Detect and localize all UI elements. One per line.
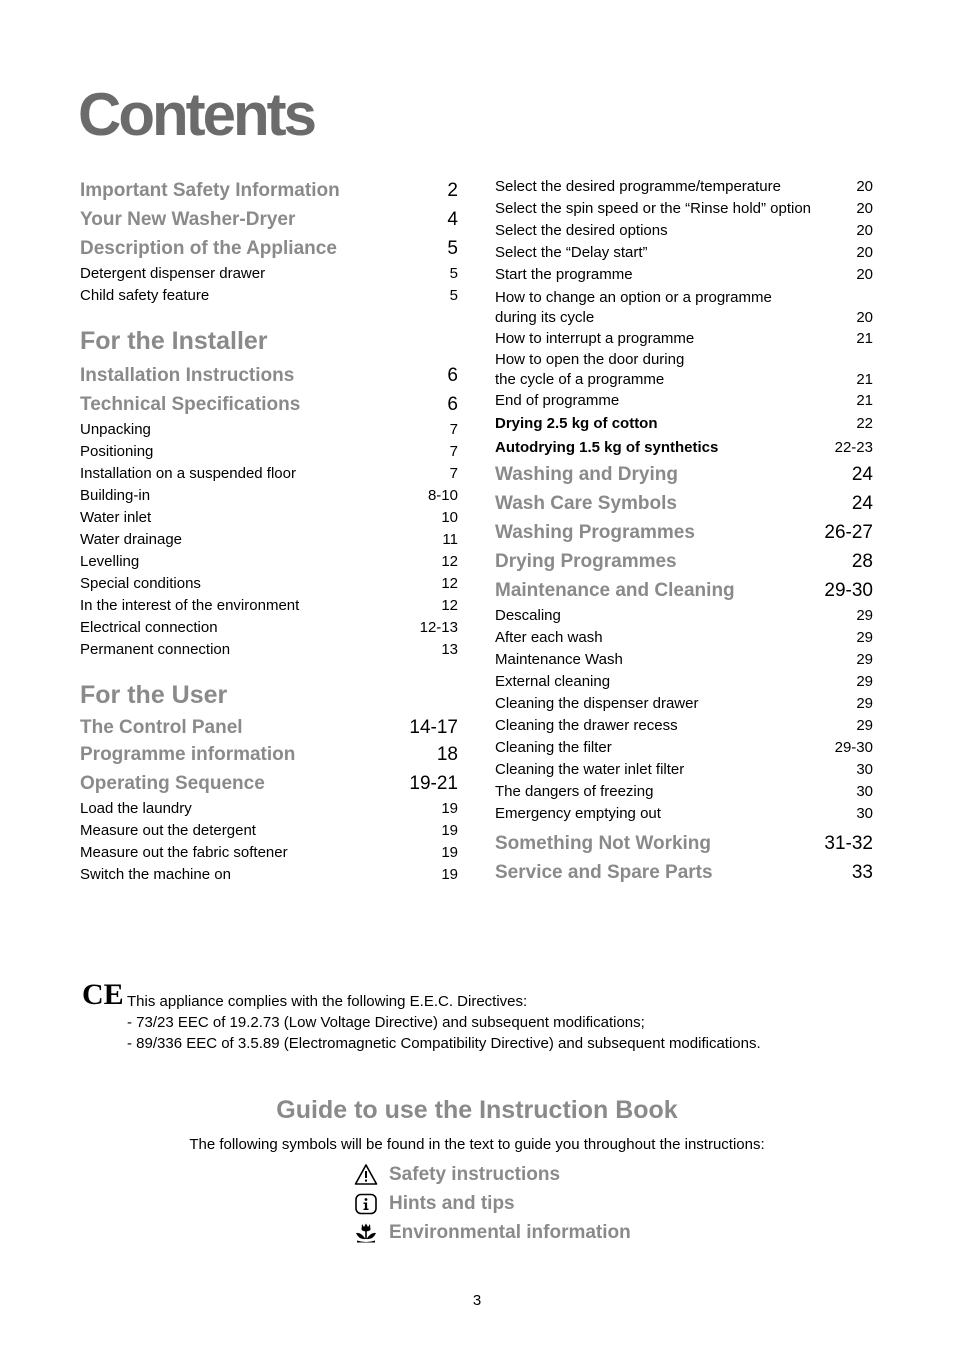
info-icon <box>354 1192 378 1216</box>
toc-entry[interactable]: Load the laundry 19 <box>80 800 458 817</box>
toc-entry[interactable]: Select the spin speed or the “Rinse hold” option 20 <box>495 200 873 217</box>
toc-entry[interactable]: How to open the door during the cycle of a programme 21 <box>495 351 873 388</box>
toc-entry[interactable]: Levelling 12 <box>80 553 458 570</box>
toc-heading[interactable]: Installation Instructions 6 <box>80 365 458 386</box>
toc-entry[interactable]: Measure out the fabric softener 19 <box>80 844 458 861</box>
toc-heading[interactable]: Your New Washer-Dryer 4 <box>80 209 458 230</box>
toc-entry[interactable]: Measure out the detergent 19 <box>80 822 458 839</box>
toc-entry[interactable]: Cleaning the filter 29-30 <box>495 739 873 756</box>
toc-entry[interactable]: How to change an option or a programme during its cycle 20 <box>495 289 873 326</box>
toc-entry[interactable]: Cleaning the water inlet filter 30 <box>495 761 873 778</box>
toc-bold-entry[interactable]: Drying 2.5 kg of cotton 22 <box>495 415 873 432</box>
warning-triangle-icon <box>354 1163 378 1187</box>
toc-entry[interactable]: After each wash 29 <box>495 629 873 646</box>
toc-entry[interactable]: Switch the machine on 19 <box>80 866 458 883</box>
toc-entry[interactable]: Cleaning the dispenser drawer 29 <box>495 695 873 712</box>
toc-entry[interactable]: How to interrupt a programme 21 <box>495 330 873 347</box>
toc-heading[interactable]: Operating Sequence 19-21 <box>80 773 458 794</box>
symbol-legend <box>354 1160 631 1247</box>
toc-entry[interactable]: In the interest of the environment 12 <box>80 597 458 614</box>
ce-directives: This appliance complies with the following E.E.C. Directives: - 73/23 EEC of 19.2.73 (Low Voltage Directive) and subsequent modifications; - 89/336 EEC of 3.5.89 (Electromagnetic Compatibility Directive) and subsequent modifications. <box>127 993 761 1052</box>
toc-heading[interactable]: Drying Programmes 28 <box>495 551 873 572</box>
toc-heading[interactable]: Description of the Appliance 5 <box>80 238 458 259</box>
toc-bold-entry[interactable]: Autodrying 1.5 kg of synthetics 22-23 <box>495 439 873 456</box>
toc-entry[interactable]: Installation on a suspended floor 7 <box>80 465 458 482</box>
toc-entry[interactable]: Unpacking 7 <box>80 421 458 438</box>
toc-entry[interactable]: Maintenance Wash 29 <box>495 651 873 668</box>
toc-entry[interactable]: The dangers of freezing 30 <box>495 783 873 800</box>
toc-entry[interactable]: Permanent connection 13 <box>80 641 458 658</box>
section-title-user: For the User <box>80 681 228 709</box>
toc-heading[interactable]: Washing and Drying 24 <box>495 464 873 485</box>
toc-entry[interactable]: Positioning 7 <box>80 443 458 460</box>
toc-entry[interactable]: End of programme 21 <box>495 392 873 409</box>
ce-mark-icon: CE <box>82 978 124 1011</box>
toc-entry[interactable]: External cleaning 29 <box>495 673 873 690</box>
toc-entry[interactable]: Detergent dispenser drawer 5 <box>80 265 458 282</box>
toc-heading[interactable]: The Control Panel 14-17 <box>80 717 458 738</box>
page-title: Contents <box>78 81 314 148</box>
legend-item-hints: Hints and tips <box>354 1189 631 1218</box>
toc-entry[interactable]: Electrical connection 12-13 <box>80 619 458 636</box>
toc-heading[interactable]: Technical Specifications 6 <box>80 394 458 415</box>
toc-entry[interactable]: Select the desired options 20 <box>495 222 873 239</box>
flower-icon <box>354 1221 378 1245</box>
toc-entry[interactable]: Special conditions 12 <box>80 575 458 592</box>
toc-heading[interactable]: Programme information 18 <box>80 744 458 765</box>
contents-right-column <box>495 176 873 887</box>
contents-left-column <box>80 176 458 886</box>
toc-entry[interactable]: Select the desired programme/temperature 20 <box>495 178 873 195</box>
legend-item-safety: Safety instructions <box>354 1160 631 1189</box>
toc-entry[interactable]: Start the programme 20 <box>495 266 873 283</box>
toc-entry[interactable]: Building-in 8-10 <box>80 487 458 504</box>
guide-subtitle: The following symbols will be found in the text to guide you throughout the instructions: <box>189 1136 765 1153</box>
toc-entry[interactable]: Emergency emptying out 30 <box>495 805 873 822</box>
toc-entry[interactable]: Cleaning the drawer recess 29 <box>495 717 873 734</box>
toc-heading[interactable]: Important Safety Information 2 <box>80 180 458 201</box>
legend-item-environment: Environmental information <box>354 1218 631 1247</box>
toc-entry[interactable]: Child safety feature 5 <box>80 287 458 304</box>
toc-heading[interactable]: Service and Spare Parts 33 <box>495 862 873 883</box>
toc-heading[interactable]: Maintenance and Cleaning 29-30 <box>495 580 873 601</box>
section-title-installer: For the Installer <box>80 327 268 355</box>
toc-entry[interactable]: Descaling 29 <box>495 607 873 624</box>
guide-title: Guide to use the Instruction Book <box>276 1096 678 1124</box>
toc-heading[interactable]: Wash Care Symbols 24 <box>495 493 873 514</box>
page-number: 3 <box>472 1292 482 1309</box>
toc-entry[interactable]: Select the “Delay start” 20 <box>495 244 873 261</box>
toc-entry[interactable]: Water inlet 10 <box>80 509 458 526</box>
toc-heading[interactable]: Washing Programmes 26-27 <box>495 522 873 543</box>
toc-entry[interactable]: Water drainage 11 <box>80 531 458 548</box>
toc-heading[interactable]: Something Not Working 31-32 <box>495 833 873 854</box>
